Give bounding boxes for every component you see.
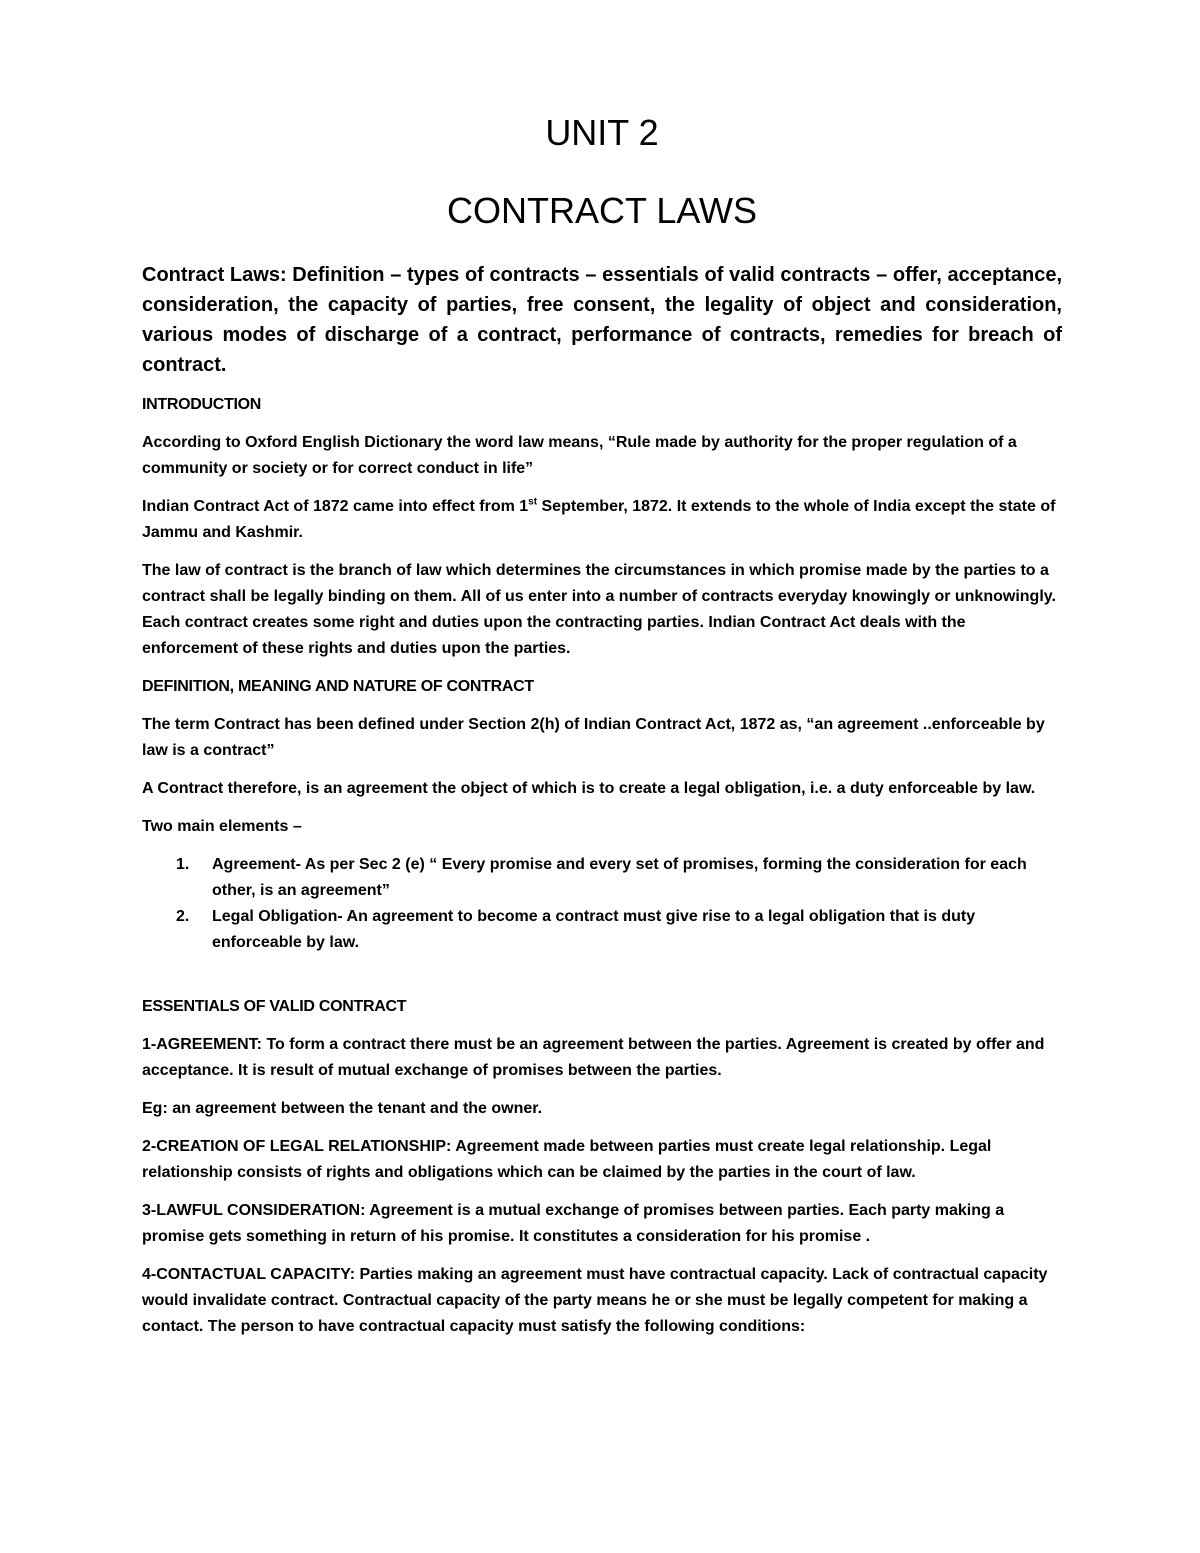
essentials-paragraph-4: 3-LAWFUL CONSIDERATION: Agreement is a mutual exchange of promises between parties. Each party making a promise gets something in return of his promise. It constitutes a consideration for his promise . [142,1202,1005,1245]
list-item [142,852,1062,904]
introduction-paragraph-1: According to Oxford English Dictionary the word law means, “Rule made by authority for the proper regulation of a community or society or for correct conduct in life” [142,434,1017,477]
list-item-text: Agreement- As per Sec 2 (e) “ Every promise and every set of promises, forming the consideration for each other, is an agreement” [212,856,1027,899]
definition-paragraph-3: Two main elements – [142,818,302,835]
unit-title: UNIT 2 [545,112,659,153]
introduction-heading: INTRODUCTION [142,396,262,413]
introduction-paragraph-2 [142,494,1062,546]
elements-list [142,852,1062,956]
list-item-number: 2. [176,908,190,925]
list-item [142,904,1062,956]
chapter-title: CONTRACT LAWS [446,190,758,231]
essentials-heading: ESSENTIALS OF VALID CONTRACT [142,998,407,1015]
list-item-number: 1. [176,856,190,873]
essentials-paragraph-1: 1-AGREEMENT: To form a contract there must be an agreement between the parties. Agreement is created by offer and acceptance. It is result of mutual exchange of promises between the parties. [142,1036,1045,1079]
syllabus-summary: Contract Laws: Definition – types of contracts – essentials of valid contracts – offer, acceptance, consideration, the capacity of parties, free consent, the legality of object and consideration, various modes of discharge of a contract, performance of contracts, remedies for breach of contract. [142,264,1062,376]
document-page [142,108,1062,1352]
definition-heading: DEFINITION, MEANING AND NATURE OF CONTRACT [142,678,534,695]
introduction-paragraph-2-start: Indian Contract Act of 1872 came into effect from 1 [142,498,529,515]
essentials-paragraph-3: 2-CREATION OF LEGAL RELATIONSHIP: Agreement made between parties must create legal relationship. Legal relationship consists of rights and obligations which can be claimed by the parties in the court of law. [142,1138,992,1181]
essentials-paragraph-2: Eg: an agreement between the tenant and the owner. [142,1100,543,1117]
section-spacer [142,956,1062,994]
definition-paragraph-1: The term Contract has been defined under Section 2(h) of Indian Contract Act, 1872 as, “an agreement ..enforceable by law is a contract” [142,716,1045,759]
list-item-text: Legal Obligation- An agreement to become a contract must give rise to a legal obligation that is duty enforceable by law. [212,908,976,951]
essentials-paragraph-5: 4-CONTACTUAL CAPACITY: Parties making an agreement must have contractual capacity. Lack of contractual capacity would invalidate contract. Contractual capacity of the party means he or she must be legally competent for making a contact. The person to have contractual capacity must satisfy the following conditions: [142,1266,1048,1335]
definition-paragraph-2: A Contract therefore, is an agreement the object of which is to create a legal obligation, i.e. a duty enforceable by law. [142,780,1036,797]
introduction-paragraph-3: The law of contract is the branch of law which determines the circumstances in which promise made by the parties to a contract shall be legally binding on them. All of us enter into a number of contracts everyday knowingly or unknowingly. Each contract creates some right and duties upon the contracting parties. Indian Contract Act deals with the enforcement of these rights and duties upon the parties. [142,562,1056,657]
introduction-paragraph-2-end: September, 1872. It extends to the whole of India except the state of Jammu and Kashmir. [142,498,1056,541]
ordinal-suffix: st [528,496,538,508]
